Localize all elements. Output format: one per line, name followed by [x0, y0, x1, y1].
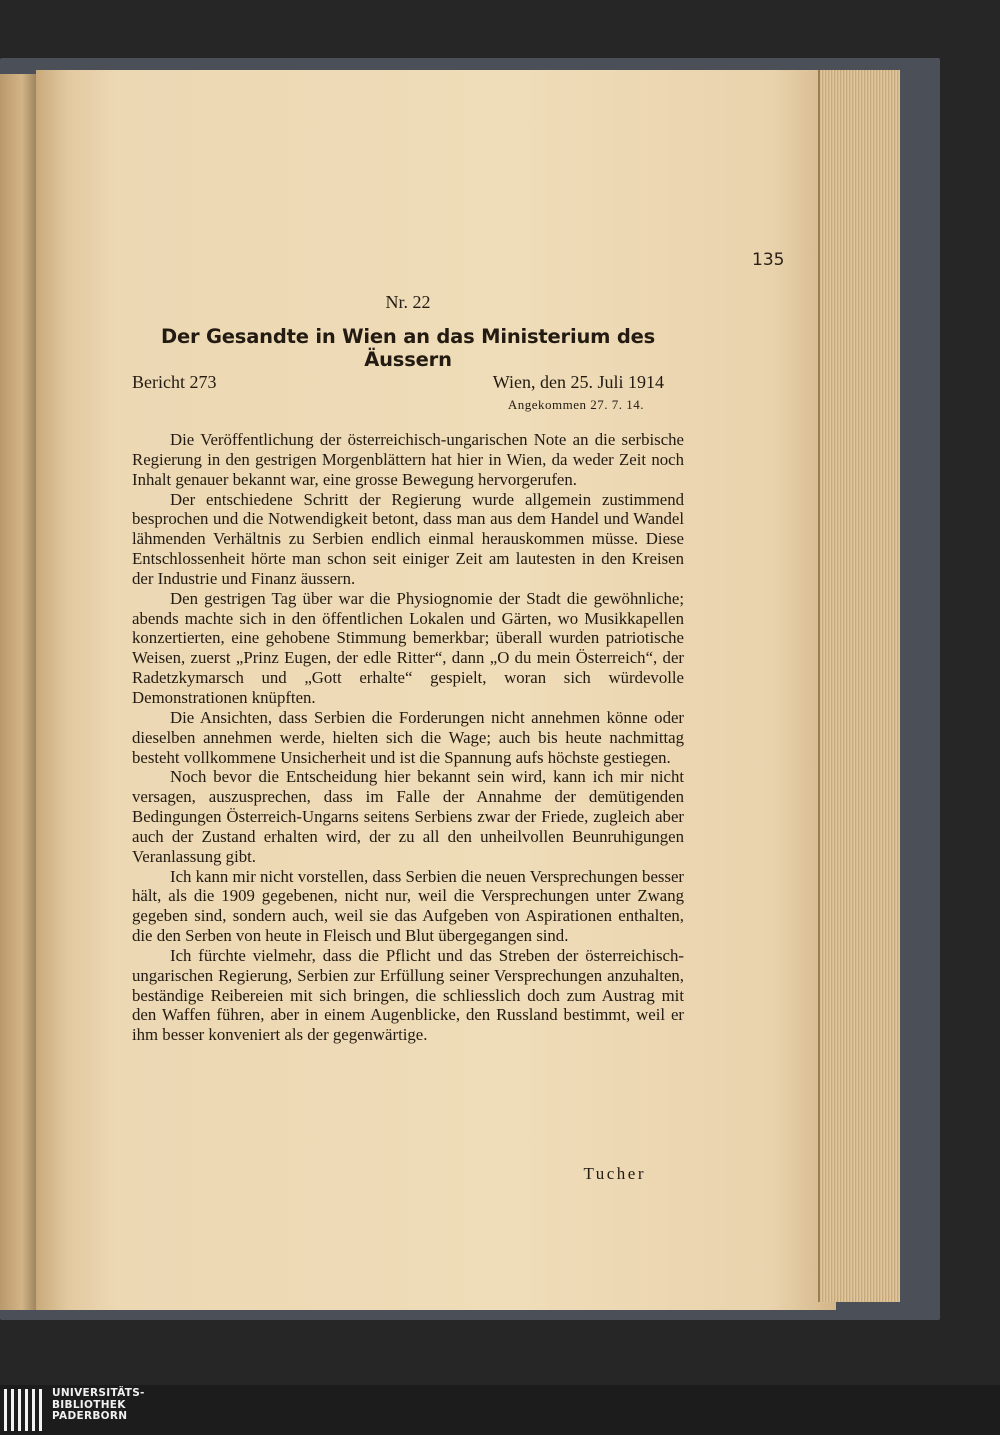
report-date: Wien, den 25. Juli 1914	[492, 372, 664, 392]
signature: Tucher	[583, 1164, 646, 1183]
paragraph: Noch bevor die Entscheidung hier bekannt sein wird, kann ich mir nicht versagen, auszusprechen, dass im Falle der Annahme der demütigenden Bedingungen Österreich-Ungarns seitens Serbiens zwar der Friede, zugleich aber auch der Zustand erhalten wird, der zu all den unheilvollen Beunruhigungen Veranlassung gibt.	[132, 767, 684, 866]
paragraph: Der entschiedene Schritt der Regierung wurde allgemein zustimmend besprochen und die Notwendigkeit betont, dass man aus dem Handel und Wandel lähmenden Verhältnis zu Serbien endlich einmal herauskommen müsse. Diese Entschlossenheit hörte man schon seit einiger Zeit am lautesten in den Kreisen der Industrie und Finanz äussern.	[132, 489, 684, 588]
library-logo	[0, 1385, 1000, 1435]
paragraph: Die Ansichten, dass Serbien die Forderungen nicht annehmen könne oder dieselben annehmen werde, hielten sich die Wage; auch bis heute nachmittag besteht vollkommene Unsicherheit und ist die Spannung aufs höchste gestiegen.	[132, 707, 684, 767]
library-logo-icon	[4, 1389, 44, 1431]
library-name-line: PADERBORN	[52, 1410, 128, 1422]
library-name	[52, 1388, 145, 1423]
page-edges	[818, 70, 900, 1302]
left-page-edge	[0, 74, 40, 1310]
paragraph: Den gestrigen Tag über war die Physiognomie der Stadt die gewöhnliche; abends machte sich in den öffentlichen Lokalen und Gärten, wo Musikkapellen konzertierten, eine gehobene Stimmung bemerkbar; überall wurden patriotische Weisen, zuerst „Prinz Eugen, der edle Ritter“, dann „O du mein Österreich“, der Radetzkymarsch und „Gott erhalte“ gespielt, woran sich würdevolle Demonstrationen knüpften.	[132, 588, 684, 707]
received-date: Angekommen 27. 7. 14.	[507, 397, 644, 412]
report-number: Bericht 273	[132, 372, 217, 392]
paragraph: Die Veröffentlichung der österreichisch-ungarischen Note an die serbische Regierung in den gestrigen Morgenblättern hat hier in Wien, da weder Zeit noch Inhalt genauer bekannt war, eine grosse Bewegung hervorgerufen.	[132, 430, 684, 489]
body-text	[132, 430, 684, 1045]
document-number: Nr. 22	[385, 292, 431, 312]
page-number: 135	[752, 250, 785, 270]
paragraph: Ich kann mir nicht vorstellen, dass Serbien die neuen Versprechungen besser hält, als die 1909 gegebenen, nicht nur, weil die Versprechungen unter Zwang gegeben sind, sondern auch, weil sie das Aufgeben von Aspirationen enthalten, die den Serben von heute in Fleisch und Blut übergegangen sind.	[132, 866, 684, 946]
paragraph: Ich fürchte vielmehr, dass die Pflicht und das Streben der österreichisch-ungarischen Regierung, Serbien zur Erfüllung seiner Versprechungen anzuhalten, beständige Reibereien mit sich bringen, die schliesslich doch zum Austrag mit den Waffen führen, aber in einem Augenblicke, den Russland bestimmt, weil er ihm besser konveniert als der gegenwärtige.	[132, 945, 684, 1045]
book-page	[36, 70, 836, 1310]
document-title: Der Gesandte in Wien an das Ministerium des Äussern	[160, 325, 656, 371]
library-name-line: UNIVERSITÄTS-	[52, 1387, 145, 1399]
library-name-line: BIBLIOTHEK	[52, 1398, 126, 1411]
